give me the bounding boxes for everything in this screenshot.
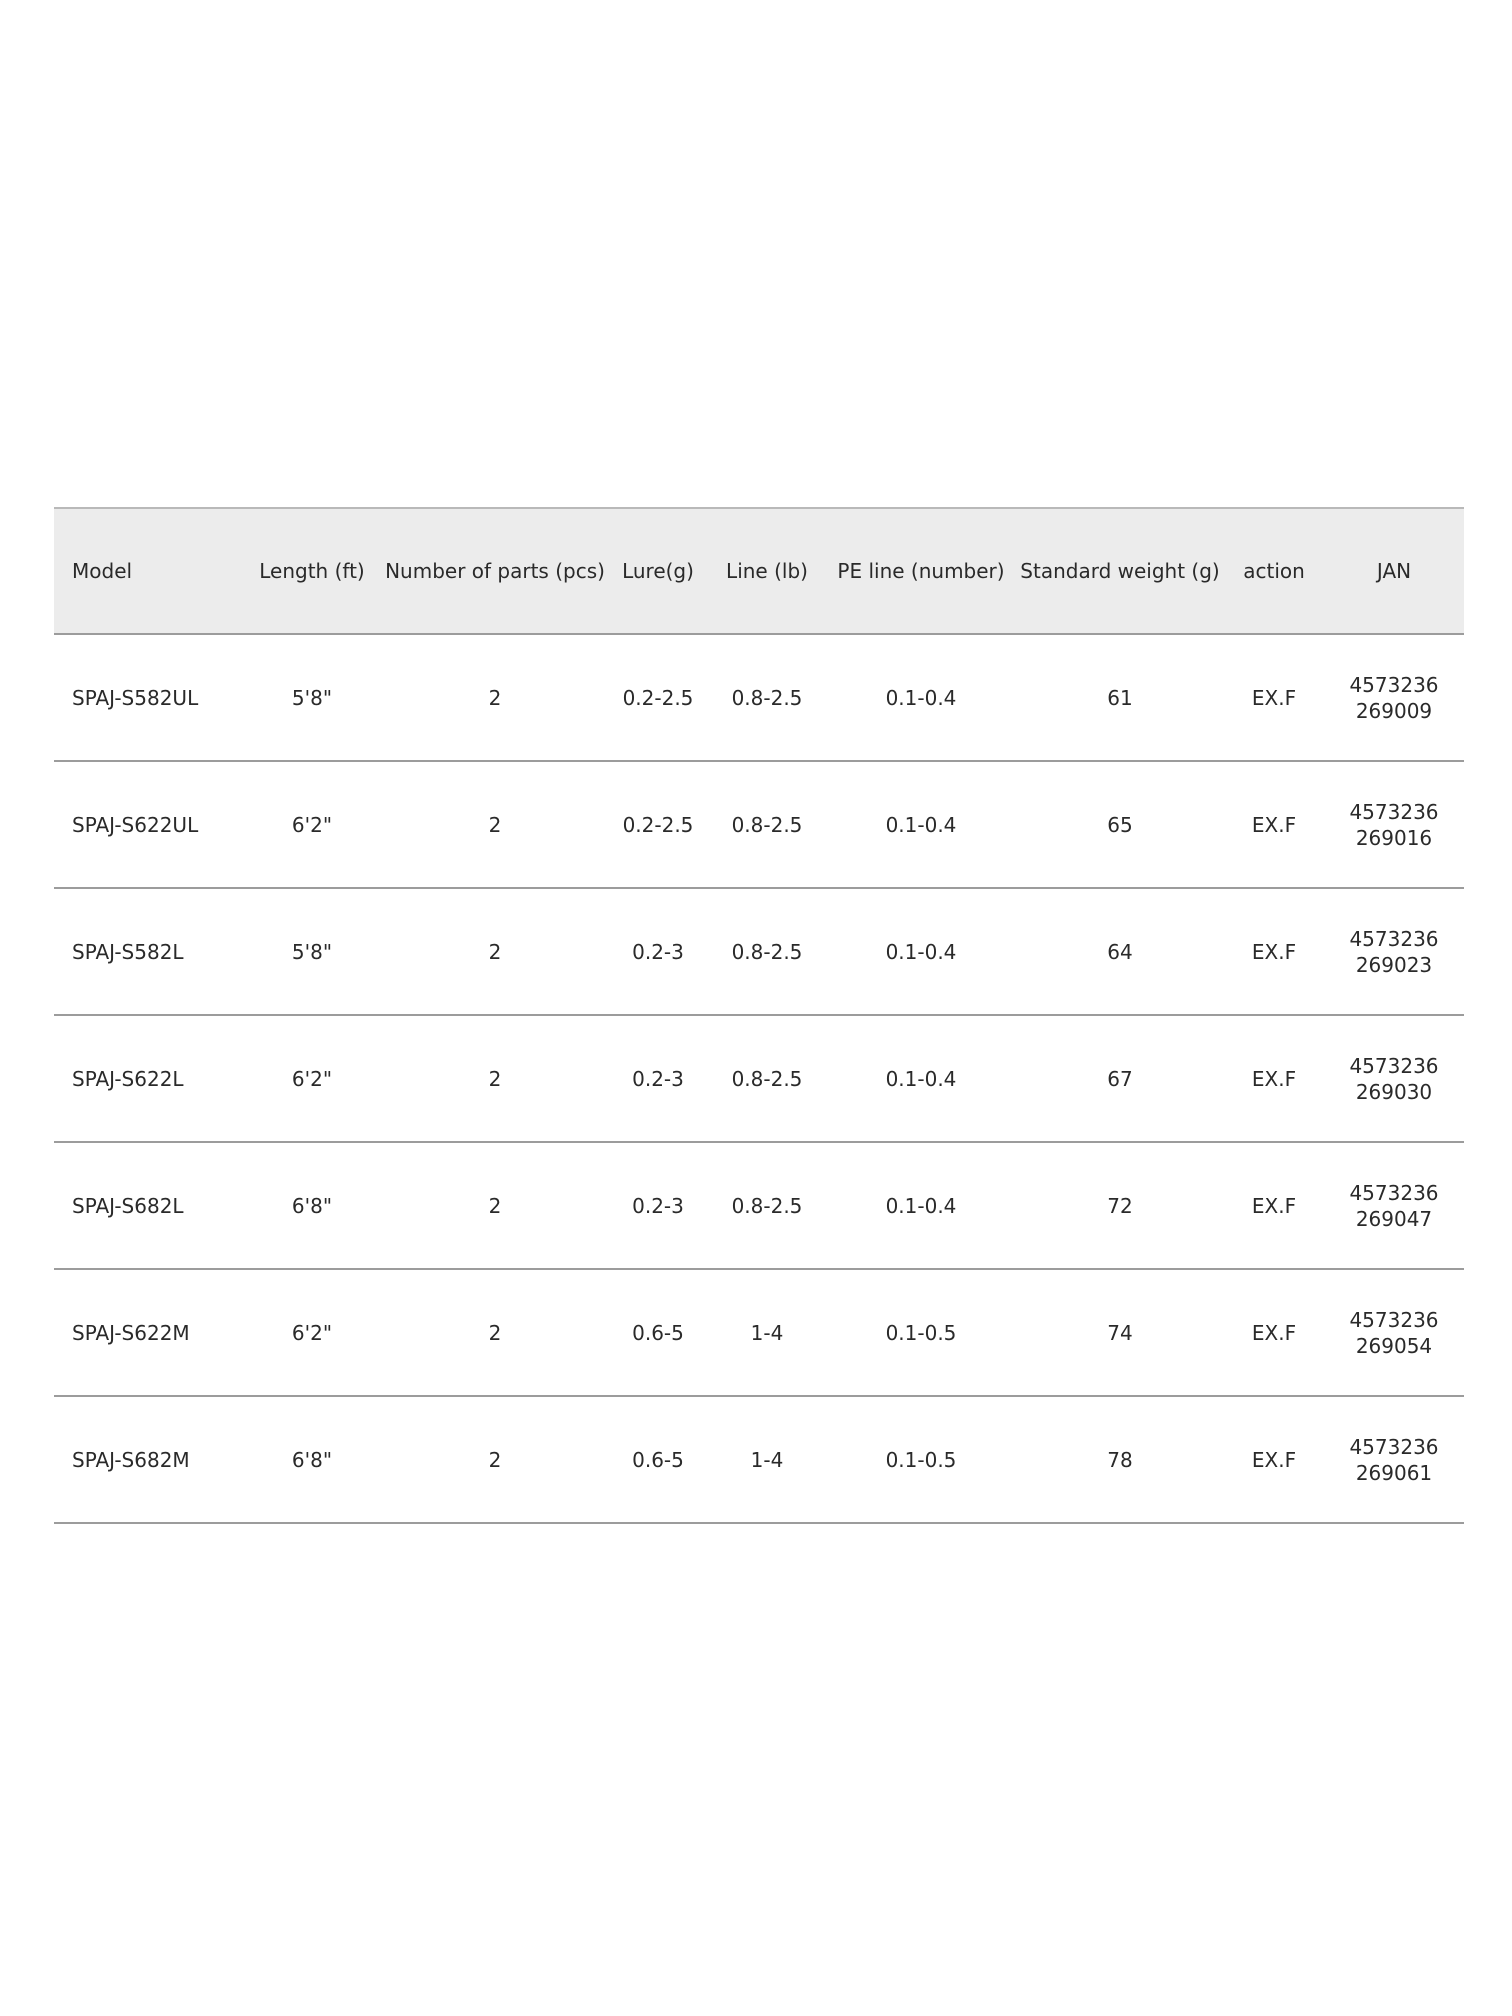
cell-weight: 67 [1107,1066,1133,1091]
cell-weight: 65 [1107,812,1133,837]
cell-parts: 2 [488,1193,502,1218]
jan-line-2: 269023 [1355,952,1433,977]
cell-pe-line: 0.1-0.4 [885,685,957,710]
table-header-row [54,508,1464,634]
spec-table [54,507,1464,1524]
cell-pe-line: 0.1-0.4 [885,812,957,837]
cell-model: SPAJ-S622UL [72,812,199,837]
cell-parts: 2 [488,812,502,837]
cell-length: 6'8" [291,1447,333,1472]
cell-lure: 0.2-2.5 [622,812,694,837]
table-row [54,761,1464,888]
cell-jan [1324,761,1464,888]
header-model: Model [72,559,133,583]
jan-line-1: 4573236 [1349,1434,1439,1459]
cell-parts: 2 [488,1066,502,1091]
jan-line-2: 269016 [1355,825,1433,850]
table-row [54,1142,1464,1269]
cell-model: SPAJ-S682L [72,1193,184,1218]
cell-parts: 2 [488,939,502,964]
cell-jan [1324,1396,1464,1523]
table-row [54,1396,1464,1523]
cell-length: 5'8" [291,939,333,964]
cell-jan [1324,634,1464,761]
jan-line-1: 4573236 [1349,672,1439,697]
jan-line-1: 4573236 [1349,1053,1439,1078]
cell-weight: 64 [1107,939,1133,964]
cell-model: SPAJ-S582UL [72,685,199,710]
cell-length: 6'8" [291,1193,333,1218]
cell-line: 1-4 [750,1320,784,1345]
cell-action: EX.F [1251,1320,1297,1345]
cell-line: 0.8-2.5 [731,812,803,837]
cell-weight: 74 [1107,1320,1133,1345]
header-jan: JAN [1376,559,1412,583]
cell-parts: 2 [488,1447,502,1472]
cell-length: 5'8" [291,685,333,710]
jan-line-1: 4573236 [1349,926,1439,951]
cell-action: EX.F [1251,685,1297,710]
cell-line: 0.8-2.5 [731,939,803,964]
cell-lure: 0.6-5 [632,1320,684,1345]
cell-weight: 72 [1107,1193,1133,1218]
cell-jan [1324,1142,1464,1269]
cell-weight: 61 [1107,685,1133,710]
cell-lure: 0.2-3 [632,939,684,964]
cell-jan [1324,1015,1464,1142]
jan-line-1: 4573236 [1349,1180,1439,1205]
header-length: Length (ft) [259,559,365,583]
cell-parts: 2 [488,1320,502,1345]
cell-model: SPAJ-S622M [72,1320,190,1345]
cell-length: 6'2" [291,1066,333,1091]
header-action: action [1243,559,1305,583]
jan-line-1: 4573236 [1349,799,1439,824]
cell-lure: 0.2-3 [632,1066,684,1091]
cell-jan [1324,888,1464,1015]
cell-pe-line: 0.1-0.4 [885,1193,957,1218]
cell-length: 6'2" [291,812,333,837]
jan-line-2: 269047 [1355,1206,1433,1231]
cell-parts: 2 [488,685,502,710]
cell-model: SPAJ-S582L [72,939,184,964]
cell-pe-line: 0.1-0.5 [885,1447,957,1472]
cell-lure: 0.2-3 [632,1193,684,1218]
cell-action: EX.F [1251,939,1297,964]
header-lure: Lure(g) [622,559,694,583]
cell-action: EX.F [1251,812,1297,837]
cell-pe-line: 0.1-0.4 [885,1066,957,1091]
cell-model: SPAJ-S622L [72,1066,184,1091]
cell-action: EX.F [1251,1447,1297,1472]
table-row [54,888,1464,1015]
cell-line: 0.8-2.5 [731,685,803,710]
cell-line: 0.8-2.5 [731,1066,803,1091]
header-pe-line: PE line (number) [837,559,1005,583]
cell-lure: 0.2-2.5 [622,685,694,710]
table-row [54,1015,1464,1142]
cell-length: 6'2" [291,1320,333,1345]
header-weight: Standard weight (g) [1020,559,1220,583]
cell-weight: 78 [1107,1447,1133,1472]
cell-action: EX.F [1251,1066,1297,1091]
jan-line-2: 269054 [1355,1333,1433,1358]
table-row [54,1269,1464,1396]
jan-line-2: 269061 [1355,1460,1433,1485]
table-row [54,634,1464,761]
cell-model: SPAJ-S682M [72,1447,190,1472]
jan-line-1: 4573236 [1349,1307,1439,1332]
cell-pe-line: 0.1-0.5 [885,1320,957,1345]
header-line: Line (lb) [726,559,808,583]
cell-line: 1-4 [750,1447,784,1472]
jan-line-2: 269009 [1355,698,1433,723]
header-parts: Number of parts (pcs) [385,559,605,583]
cell-jan [1324,1269,1464,1396]
cell-line: 0.8-2.5 [731,1193,803,1218]
cell-lure: 0.6-5 [632,1447,684,1472]
cell-pe-line: 0.1-0.4 [885,939,957,964]
cell-action: EX.F [1251,1193,1297,1218]
jan-line-2: 269030 [1355,1079,1433,1104]
